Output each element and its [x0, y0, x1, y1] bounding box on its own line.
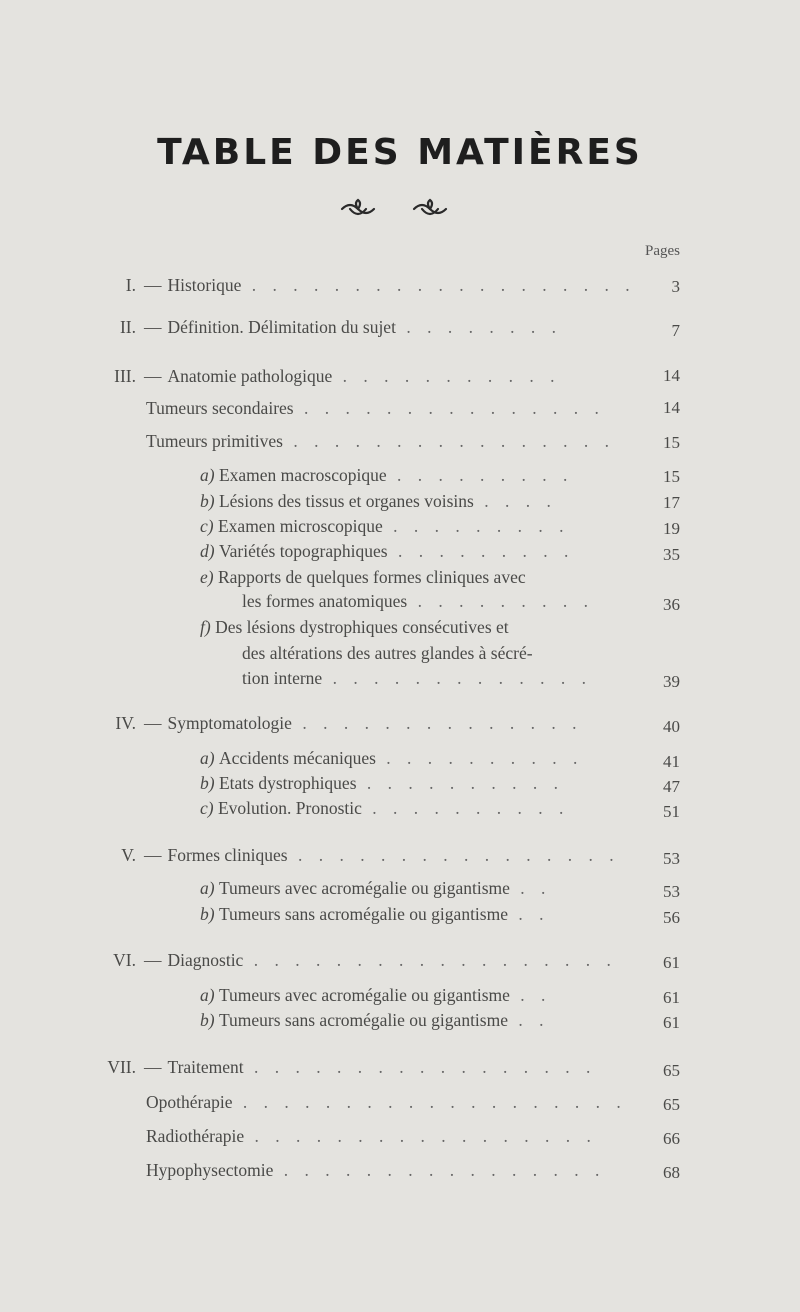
- page-number: 14: [663, 366, 680, 385]
- entry-label: Rapports de quelques formes cliniques avec: [217, 567, 526, 587]
- page-number: 65: [663, 1061, 680, 1080]
- entry-label: les formes anatomiques: [242, 591, 408, 611]
- entry-letter: f): [200, 617, 211, 637]
- entry-letter: b): [200, 773, 215, 793]
- fleuron-ornament-icon: [330, 192, 470, 226]
- entry-label: Tumeurs avec acromégalie ou gigantisme: [218, 878, 510, 898]
- toc-entry: b) Tumeurs sans acromégalie ou gigantisme . .: [200, 904, 550, 924]
- entry-letter: b): [200, 904, 215, 924]
- page-number: 53: [663, 882, 680, 901]
- page-number: 40: [663, 717, 680, 736]
- page-number: 53: [663, 849, 680, 868]
- toc-entry: b) Lésions des tissus et organes voisins . . . .: [200, 491, 557, 511]
- entry-label: Tumeurs avec acromégalie ou gigantisme: [218, 985, 510, 1005]
- toc-entry: III. — Anatomie pathologique . . . . . . . . . . .: [100, 363, 561, 389]
- toc-entry-continuation: tion interne . . . . . . . . . . . . .: [242, 668, 592, 688]
- toc-entry: [200, 614, 509, 640]
- toc-entry: a) Tumeurs avec acromégalie ou gigantisme . .: [200, 985, 552, 1005]
- entry-label: Diagnostic: [167, 950, 244, 970]
- entry-letter: b): [200, 491, 215, 511]
- entry-letter: a): [200, 878, 215, 898]
- entry-label: Lésions des tissus et organes voisins: [218, 491, 474, 511]
- entry-label: Hypophysectomie: [146, 1160, 274, 1180]
- entry-label: Historique: [167, 275, 242, 295]
- page-number: 66: [663, 1129, 680, 1148]
- page-number: 14: [663, 398, 680, 417]
- entry-label: Tumeurs sans acromégalie ou gigantisme: [218, 1010, 508, 1030]
- entry-label: Opothérapie: [146, 1092, 233, 1112]
- entry-label: Variétés topographiques: [218, 541, 388, 561]
- chapter-number: II.: [119, 317, 136, 337]
- toc-entry: c) Examen microscopique . . . . . . . . .: [200, 516, 570, 536]
- entry-label: Des lésions dystrophiques consécutives et: [215, 617, 509, 637]
- toc-entry: II. — Définition. Délimitation du sujet . . . . . . . .: [100, 314, 562, 340]
- entry-letter: b): [200, 1010, 215, 1030]
- toc-entry: V. — Formes cliniques . . . . . . . . . . . . . . . .: [100, 842, 620, 868]
- entry-label: Anatomie pathologique: [167, 366, 333, 386]
- entry-label: Examen macroscopique: [218, 465, 387, 485]
- toc-entry: Hypophysectomie . . . . . . . . . . . . . . . .: [146, 1160, 606, 1180]
- entry-label: Tumeurs primitives: [146, 431, 283, 451]
- entry-letter: e): [200, 567, 214, 587]
- toc-entry: Opothérapie . . . . . . . . . . . . . . . . . . .: [146, 1092, 627, 1112]
- entry-label: Symptomatologie: [167, 713, 292, 733]
- page-number: 56: [663, 908, 680, 927]
- entry-label: Evolution. Pronostic: [217, 798, 362, 818]
- entry-label: Tumeurs secondaires: [146, 398, 294, 418]
- toc-entry: b) Etats dystrophiques . . . . . . . . . .: [200, 773, 565, 793]
- page-title: TABLE DES MATIÈRES: [157, 132, 643, 173]
- toc-entry: [200, 564, 526, 590]
- chapter-number: V.: [121, 845, 136, 865]
- page-number: 15: [663, 467, 680, 486]
- entry-letter: a): [200, 985, 215, 1005]
- toc-entry: Tumeurs secondaires . . . . . . . . . . . . . . .: [146, 398, 605, 418]
- page-number: 61: [663, 953, 680, 972]
- entry-letter: c): [200, 798, 214, 818]
- entry-label: Définition. Délimitation du sujet: [167, 317, 396, 337]
- toc-entry: IV. — Symptomatologie . . . . . . . . . . . . . .: [100, 710, 582, 736]
- entry-label: Etats dystrophiques: [218, 773, 357, 793]
- entry-label: Accidents mécaniques: [218, 748, 376, 768]
- page-number: 7: [671, 321, 680, 340]
- chapter-number: III.: [114, 366, 136, 386]
- page-number: 47: [663, 777, 680, 796]
- page-number: 41: [663, 752, 680, 771]
- chapter-number: I.: [125, 275, 136, 295]
- page-number: 51: [663, 802, 680, 821]
- toc-entry: c) Evolution. Pronostic . . . . . . . . . .: [200, 798, 570, 818]
- toc-entry: Radiothérapie . . . . . . . . . . . . . . . . .: [146, 1126, 597, 1146]
- page-number: 36: [663, 595, 680, 614]
- page-number: 19: [663, 519, 680, 538]
- toc-entry: a) Accidents mécaniques . . . . . . . . . .: [200, 748, 584, 768]
- chapter-number: VII.: [107, 1057, 136, 1077]
- toc-entry: d) Variétés topographiques . . . . . . . . .: [200, 541, 575, 561]
- page-number: 61: [663, 988, 680, 1007]
- toc-entry-continuation: [242, 640, 533, 666]
- toc-entry: b) Tumeurs sans acromégalie ou gigantisme . .: [200, 1010, 550, 1030]
- entry-letter: a): [200, 748, 215, 768]
- entry-label: tion interne: [242, 668, 323, 688]
- pages-column-header: Pages: [645, 243, 680, 259]
- toc-entry: VI. — Diagnostic . . . . . . . . . . . . . . . . . .: [100, 947, 617, 973]
- entry-label: Examen microscopique: [217, 516, 383, 536]
- toc-entry: I. — Historique . . . . . . . . . . . . . . . . . . .: [100, 272, 636, 298]
- toc-entry-continuation: les formes anatomiques . . . . . . . . .: [242, 591, 594, 611]
- toc-entry: VII. — Traitement . . . . . . . . . . . . . . . . .: [100, 1054, 596, 1080]
- toc-entry: Tumeurs primitives . . . . . . . . . . . . . . . .: [146, 431, 615, 451]
- entry-label: Traitement: [167, 1057, 244, 1077]
- entry-label: Tumeurs sans acromégalie ou gigantisme: [218, 904, 508, 924]
- entry-label: Formes cliniques: [167, 845, 288, 865]
- page-number: 39: [663, 672, 680, 691]
- entry-letter: c): [200, 516, 214, 536]
- entry-letter: a): [200, 465, 215, 485]
- page-number: 65: [663, 1095, 680, 1114]
- entry-letter: d): [200, 541, 215, 561]
- entry-label: Radiothérapie: [146, 1126, 245, 1146]
- page-number: 35: [663, 545, 680, 564]
- chapter-number: IV.: [115, 713, 136, 733]
- chapter-number: VI.: [113, 950, 136, 970]
- page-number: 15: [663, 433, 680, 452]
- toc-entry: a) Examen macroscopique . . . . . . . . .: [200, 465, 574, 485]
- page-number: 3: [671, 277, 680, 296]
- page-number: 68: [663, 1163, 680, 1182]
- entry-label: des altérations des autres glandes à sécré-: [242, 643, 533, 663]
- page-number: 61: [663, 1013, 680, 1032]
- toc-entry: a) Tumeurs avec acromégalie ou gigantisme . .: [200, 878, 552, 898]
- page-number: 17: [663, 493, 680, 512]
